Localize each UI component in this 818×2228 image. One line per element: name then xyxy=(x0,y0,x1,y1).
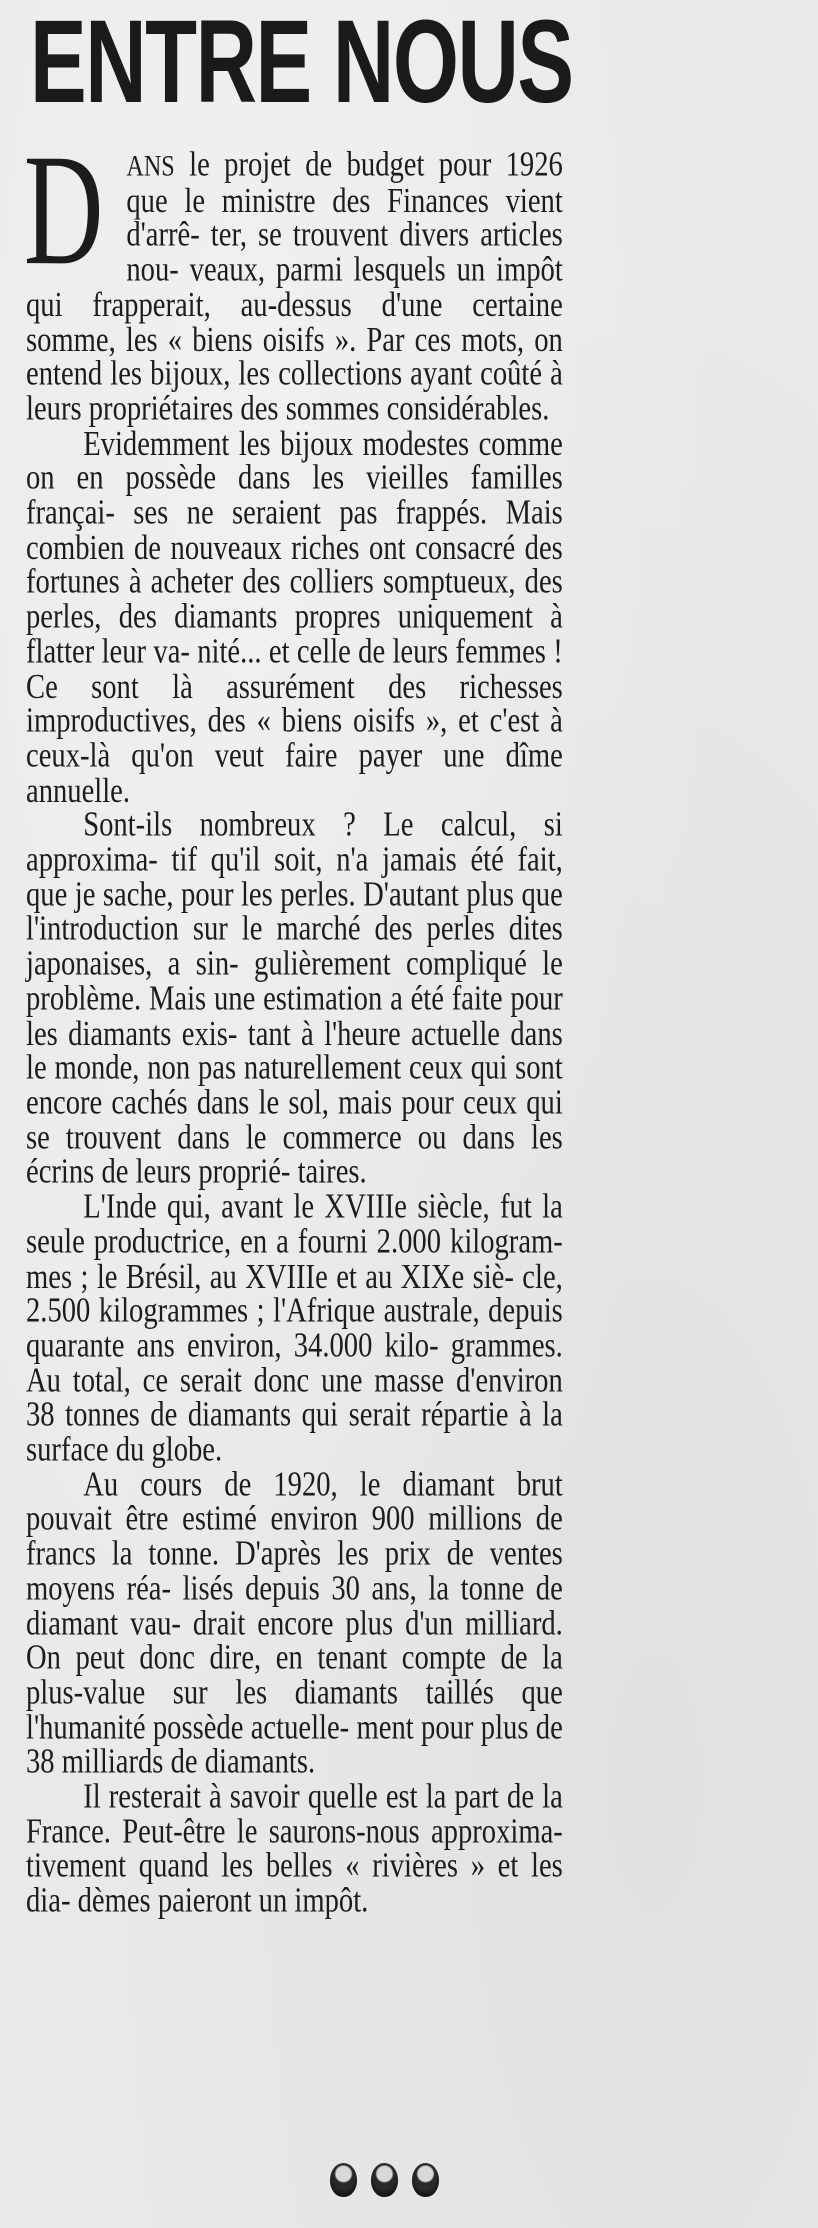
paragraph-1 xyxy=(23,121,563,428)
paragraph-6: Il resterait à savoir quelle est la part de la France. Peut-être le saurons-nous approxima- tivement quand les belles « rivières » et les dia- dèmes paieront un impôt. xyxy=(26,1776,563,1920)
paragraph-5: Au cours de 1920, le diamant brut pouvait être estimé environ 900 millions de francs la tonne. D'après les prix de ventes moyens réa- lisés depuis 30 ans, la tonne de diamant vau- drait encore plus d'un milliard. On peut donc dire, en tenant compte de la plus-value sur les diamants taillés que l'humanité possède actuelle- ment pour plus de 38 milliards de diamants. xyxy=(26,1464,563,1781)
paragraph-3: Sont-ils nombreux ? Le calcul, si approxima- tif qu'il soit, n'a jamais été fait, que je sache, pour les perles. D'autant plus que l'introduction sur le marché des perles dites japonaises, a sin- gulièrement compliqué le problème. Mais une estimation a été faite pour les diamants exis- tant à l'heure actuelle dans le monde, non pas naturellement ceux qui sont encore cachés dans le sol, mais pour ceux qui se trouvent dans le commerce ou dans les écrins de leurs proprié- taires. xyxy=(26,804,563,1192)
bead-ornament-icon xyxy=(412,2163,439,2197)
drop-cap: D xyxy=(23,121,104,299)
paragraph-4: L'Inde qui, avant le XVIIIe siècle, fut la seule productrice, en a fourni 2.000 kilogram- mes ; le Brésil, au XVIIIe et au XIXe siè- cle, 2.500 kilogrammes ; l'Afrique australe, depuis quarante ans environ, 34.000 kilo- grammes. Au total, ce serait donc une masse d'environ 38 tonnes de diamants qui serait répartie à la surface du globe. xyxy=(26,1186,563,1469)
bead-ornament-icon xyxy=(371,2163,398,2197)
paragraph-2: Evidemment les bijoux modestes comme on en possède dans les vieilles familles françai- ses ne seraient pas frappés. Mais combien de nouveaux riches ont consacré des fortunes à acheter des colliers somptueux, des perles, des diamants propres uniquement à flatter leur va- nité... et celle de leurs femmes ! Ce sont là assurément des richesses improductives, des « biens oisifs », et c'est à ceux-là qu'on veut faire payer une dîme annuelle. xyxy=(26,423,563,810)
paragraph-1-text: le projet de budget pour 1926 que le ministre des Finances vient d'arrê- ter, se trouvent divers articles nou- veaux, parmi lesquels un impôt qui frapperait, au-dessus d'une certaine somme, les « biens oisifs ». Par ces mots, on entend les bijoux, les collections ayant coûté à leurs propriétaires des sommes considérables. xyxy=(26,144,563,428)
section-end-ornament xyxy=(330,2163,439,2197)
first-word: ANS xyxy=(126,148,175,183)
bead-ornament-icon xyxy=(330,2163,357,2197)
article-body xyxy=(23,121,563,1920)
headline: ENTRE NOUS xyxy=(30,0,573,128)
